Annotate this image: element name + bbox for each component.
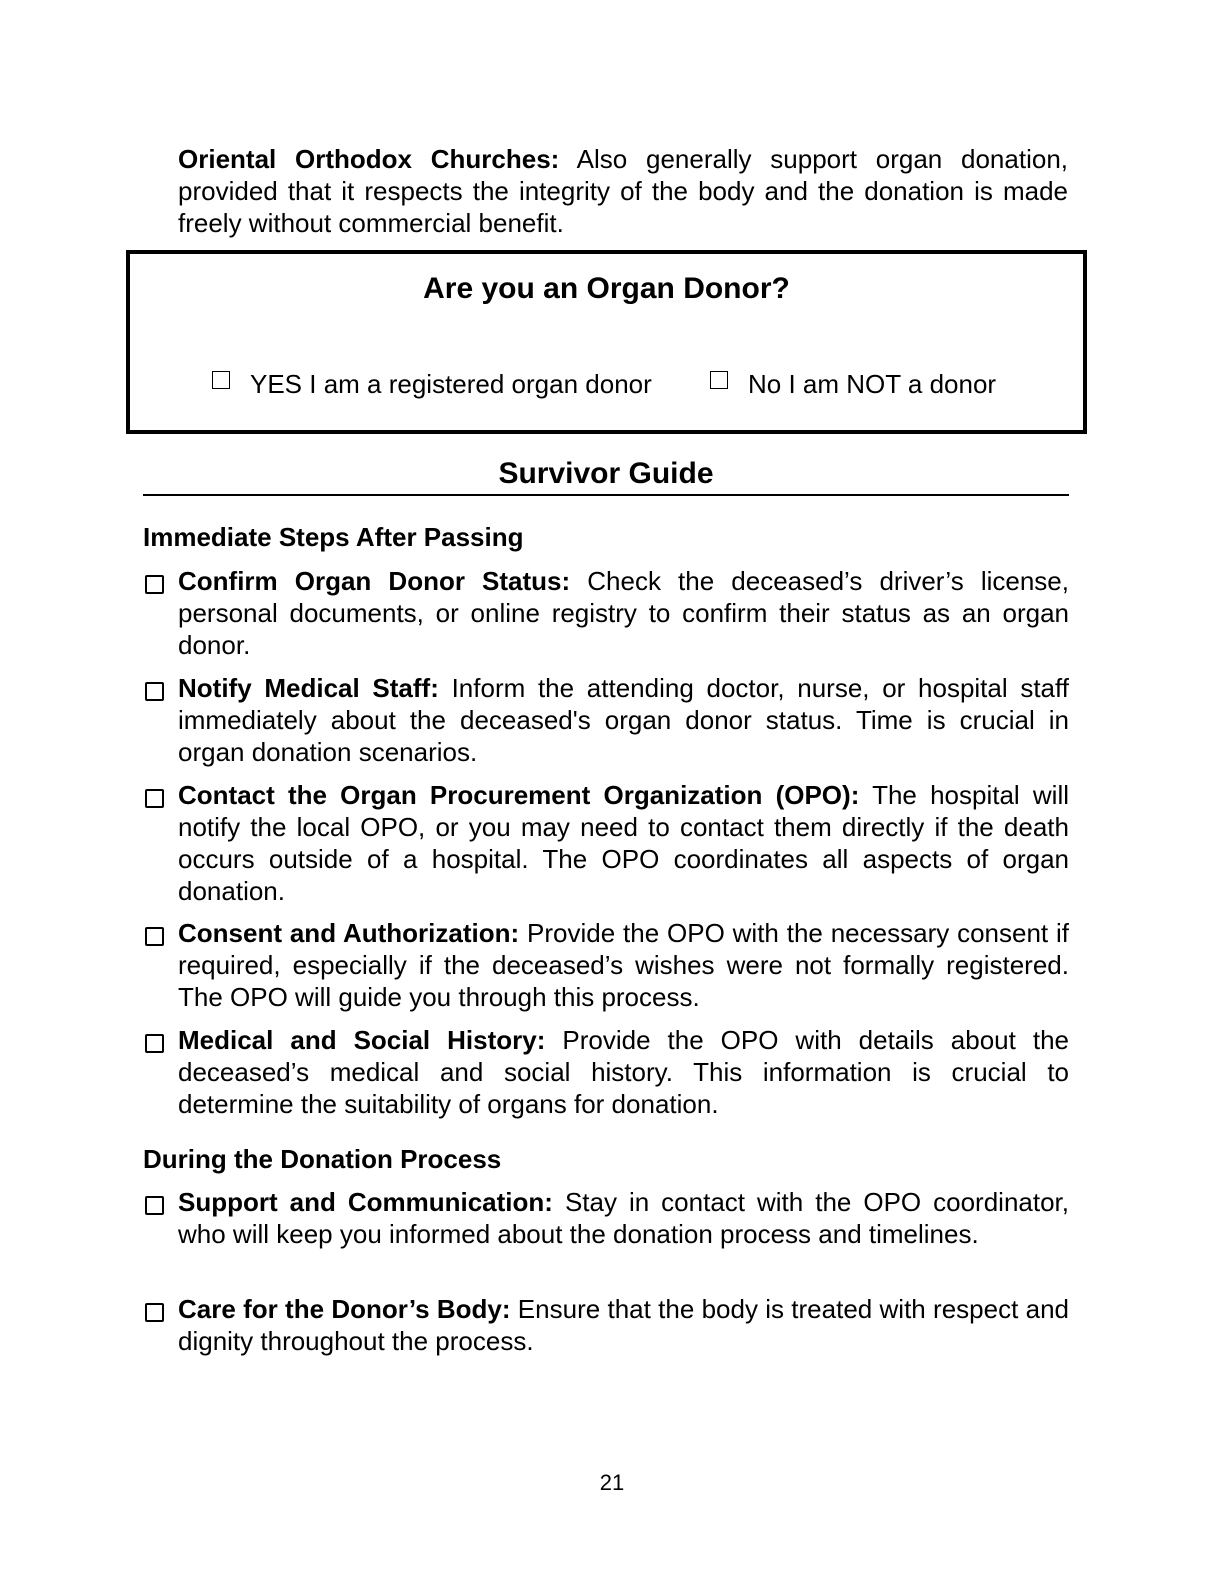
title-divider	[143, 494, 1069, 496]
organ-donor-box	[126, 250, 1087, 434]
checkbox-icon[interactable]	[145, 1303, 164, 1322]
section-heading-during: During the Donation Process	[143, 1144, 502, 1174]
page-number: 21	[599, 1470, 625, 1495]
donor-option-yes-label: YES I am a registered organ donor	[250, 369, 652, 399]
item-label: Confirm Organ Donor Status:	[178, 566, 571, 596]
checklist-item	[143, 917, 1069, 1013]
item-label: Medical and Social History:	[178, 1025, 546, 1055]
checklist-item	[143, 1293, 1069, 1357]
checkbox-icon[interactable]	[145, 1034, 164, 1053]
donor-option-no-label: No I am NOT a donor	[748, 369, 997, 399]
intro-label: Oriental Orthodox Churches:	[178, 144, 560, 174]
donor-option-yes[interactable]	[212, 368, 652, 400]
checkbox-no[interactable]	[710, 371, 728, 389]
checkbox-yes[interactable]	[212, 371, 230, 389]
item-label: Care for the Donor’s Body:	[178, 1294, 511, 1324]
checklist-item	[143, 1186, 1069, 1250]
item-text: Stay in contact with the OPO coordinator, who will keep you informed about the donation process and timelines.	[178, 1187, 1069, 1249]
checkbox-icon[interactable]	[145, 789, 164, 808]
item-label: Support and Communication:	[178, 1187, 553, 1217]
item-text: The hospital will notify the local OPO, or you may need to contact them directly if the death occurs outside of a hospital. The OPO coordinates all aspects of organ donation.	[178, 780, 1069, 906]
checkbox-icon[interactable]	[145, 575, 164, 594]
section-heading-immediate: Immediate Steps After Passing	[143, 522, 524, 552]
item-text: Check the deceased’s driver’s license, personal documents, or online registry to confirm their status as an organ donor.	[178, 566, 1069, 660]
donor-box-title: Are you an Organ Donor?	[423, 272, 790, 305]
donor-option-no[interactable]	[710, 368, 996, 400]
item-label: Consent and Authorization:	[178, 918, 520, 948]
item-label: Contact the Organ Procurement Organization (OPO):	[178, 780, 860, 810]
checkbox-icon[interactable]	[145, 682, 164, 701]
intro-paragraph	[178, 143, 1068, 239]
survivor-guide-title: Survivor Guide	[498, 457, 714, 490]
item-text: Provide the OPO with details about the deceased’s medical and social history. This information is crucial to determine the suitability of organs for donation.	[178, 1025, 1069, 1119]
item-text: Inform the attending doctor, nurse, or hospital staff immediately about the deceased's organ donor status. Time is crucial in organ donation scenarios.	[178, 673, 1069, 767]
item-text: Provide the OPO with the necessary consent if required, especially if the deceased’s wishes were not formally registered. The OPO will guide you through this process.	[178, 918, 1069, 1012]
item-label: Notify Medical Staff:	[178, 673, 439, 703]
checkbox-icon[interactable]	[145, 927, 164, 946]
checklist-item	[143, 672, 1069, 768]
checkbox-icon[interactable]	[145, 1196, 164, 1215]
checklist-item	[143, 779, 1069, 907]
intro-text: Also generally support organ donation, provided that it respects the integrity of the body and the donation is made freely without commercial benefit.	[178, 144, 1068, 238]
checklist-item	[143, 1024, 1069, 1120]
checklist-item	[143, 565, 1069, 661]
item-text: Ensure that the body is treated with respect and dignity throughout the process.	[178, 1294, 1069, 1356]
